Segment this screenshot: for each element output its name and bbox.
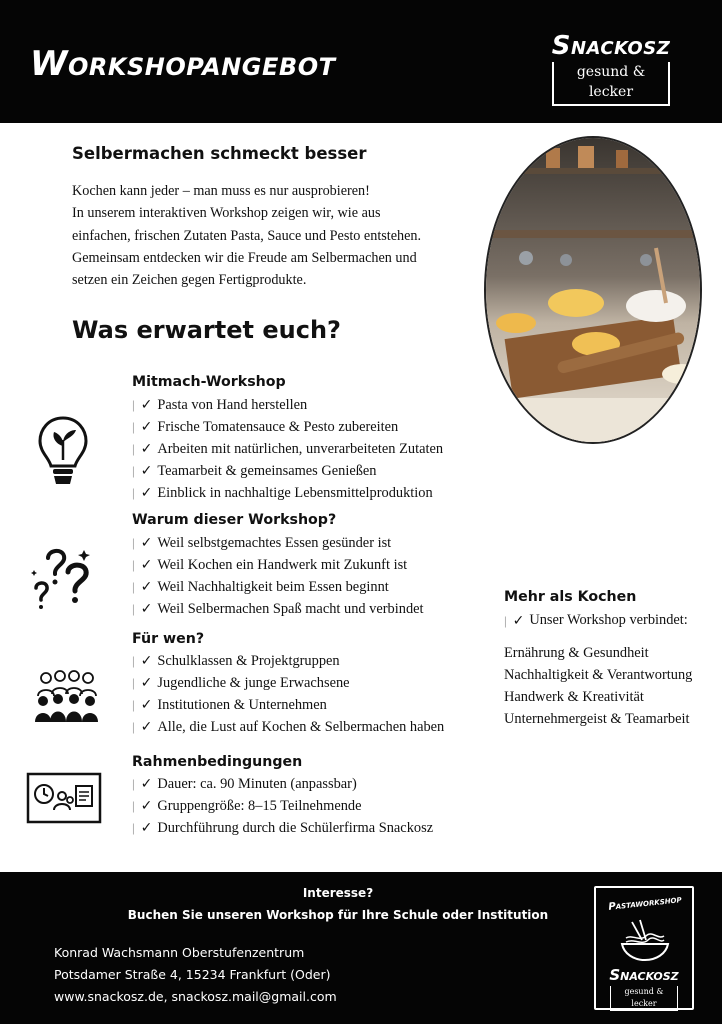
check-icon: ✓ [140, 485, 153, 501]
footer-question: Interesse? [302, 886, 374, 900]
lightbulb-plant-icon [36, 414, 90, 488]
side-lead: | ✓ Unser Workshop verbindet: [504, 612, 688, 629]
check-icon: ✓ [140, 441, 153, 457]
page-title: Workshopangebot [30, 44, 336, 84]
header-banner [0, 0, 722, 123]
check-icon: ✓ [140, 601, 153, 617]
list-item: | ✓ Gruppengröße: 8–15 Teilnehmende [132, 795, 433, 817]
check-icon: ✓ [140, 535, 153, 551]
badge-name: Snackosz [609, 966, 679, 984]
list-item: | ✓ Alle, die Lust auf Kochen & Selbermachen haben [132, 716, 444, 738]
check-icon: ✓ [140, 697, 153, 713]
list-item: | ✓ Schulklassen & Projektgruppen [132, 650, 444, 672]
question-marks-icon [30, 544, 96, 614]
pasta-kitchen-photo [484, 136, 702, 444]
list-fuer-wen [132, 650, 444, 738]
list-item: | ✓ Institutionen & Unternehmen [132, 694, 444, 716]
pasta-bowl-icon [618, 918, 672, 962]
list-item: Unternehmergeist & Teamarbeit [504, 711, 690, 727]
section-heading-rahmen: Rahmenbedingungen [132, 754, 303, 770]
section-heading-mitmach: Mitmach-Workshop [132, 374, 286, 390]
list-rahmen [132, 773, 433, 839]
list-item: | ✓ Jugendliche & junge Erwachsene [132, 672, 444, 694]
check-icon: ✓ [140, 719, 153, 735]
logo-tagline: gesund & lecker [552, 62, 670, 106]
clock-people-board-icon [26, 772, 102, 824]
side-heading: Mehr als Kochen [504, 589, 637, 605]
list-item: | ✓ Weil Kochen ein Handwerk mit Zukunft ist [132, 554, 424, 576]
check-icon: ✓ [140, 419, 153, 435]
check-icon: ✓ [140, 463, 153, 479]
check-icon: ✓ [140, 776, 153, 792]
check-icon: ✓ [140, 820, 153, 836]
check-icon: ✓ [512, 612, 525, 629]
intro-paragraph: Kochen kann jeder – man muss es nur ausprobieren! In unserem interaktiven Workshop zeigen wir, wie aus einfachen, frischen Zutaten Pasta, Sauce und Pesto entstehen. Gemeinsam entdecken wir die Freude am Selbermachen und setzen ein Zeichen gegen Fertigprodukte. [72, 183, 422, 289]
list-item: | ✓ Durchführung durch die Schülerfirma Snackosz [132, 817, 433, 839]
contact-line[interactable]: www.snackosz.de, snackosz.mail@gmail.com [54, 989, 337, 1004]
check-icon: ✓ [140, 557, 153, 573]
check-icon: ✓ [140, 397, 153, 413]
list-item: | ✓ Weil Selbermachen Spaß macht und verbindet [132, 598, 424, 620]
list-item: | ✓ Pasta von Hand herstellen [132, 394, 443, 416]
address-line: Konrad Wachsmann Oberstufenzentrum [54, 945, 305, 960]
badge-tagline: gesund & lecker [610, 986, 678, 1011]
check-icon: ✓ [140, 675, 153, 691]
list-item: | ✓ Arbeiten mit natürlichen, unverarbeiteten Zutaten [132, 438, 443, 460]
intro-heading: Selbermachen schmeckt besser [72, 144, 367, 163]
section-heading-fuer-wen: Für wen? [132, 631, 205, 647]
list-item: Handwerk & Kreativität [504, 689, 644, 705]
list-item: | ✓ Weil selbstgemachtes Essen gesünder ist [132, 532, 424, 554]
section-heading-warum: Warum dieser Workshop? [132, 512, 337, 528]
list-item: | ✓ Dauer: ca. 90 Minuten (anpassbar) [132, 773, 433, 795]
list-mitmach [132, 394, 443, 504]
pastaworkshop-badge [594, 886, 694, 1010]
check-icon: ✓ [140, 579, 153, 595]
badge-title: Pastaworkshop [607, 894, 683, 913]
list-warum [132, 532, 424, 620]
people-group-icon [34, 668, 100, 724]
check-icon: ✓ [140, 798, 153, 814]
footer-cta: Buchen Sie unseren Workshop für Ihre Schule oder Institution [127, 908, 549, 922]
brand-logo [540, 32, 682, 106]
footer [0, 872, 722, 1024]
list-item: Ernährung & Gesundheit [504, 645, 649, 661]
list-item: | ✓ Weil Nachhaltigkeit beim Essen beginnt [132, 576, 424, 598]
list-item: Nachhaltigkeit & Verantwortung [504, 667, 693, 683]
list-item: | ✓ Einblick in nachhaltige Lebensmittelproduktion [132, 482, 443, 504]
list-item: | ✓ Frische Tomatensauce & Pesto zubereiten [132, 416, 443, 438]
address-line: Potsdamer Straße 4, 15234 Frankfurt (Oder) [54, 967, 331, 982]
side-list [504, 642, 692, 730]
check-icon: ✓ [140, 653, 153, 669]
footer-address [54, 942, 337, 1008]
main-heading: Was erwartet euch? [72, 316, 341, 344]
list-item: | ✓ Teamarbeit & gemeinsames Genießen [132, 460, 443, 482]
logo-name: Snackosz [551, 31, 671, 61]
